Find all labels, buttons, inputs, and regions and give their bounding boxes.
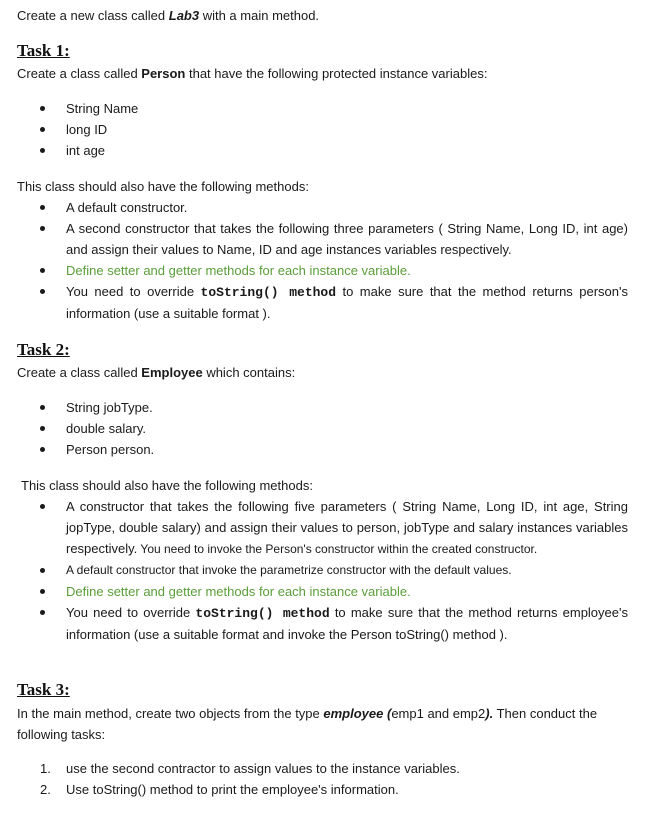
- list-item: 2. Use toString() method to print the employee's information.: [40, 782, 399, 797]
- task1-method-list: [0, 197, 646, 324]
- task3-step-list: [0, 758, 646, 800]
- list-item: String Name: [0, 98, 646, 119]
- task1-heading: Task 1:: [17, 41, 70, 60]
- task2-method-list: [0, 496, 646, 645]
- list-item: double salary.: [0, 418, 646, 439]
- list-item: Person person.: [0, 439, 646, 460]
- task2-description: Create a class called Employee which contains:: [17, 365, 296, 380]
- list-item: Define setter and getter methods for each instance variable.: [0, 581, 646, 602]
- list-item: You need to override toString() method to make sure that the method returns employee's information (use a suitable format and invoke the Person toString() method ).: [0, 602, 646, 645]
- list-item: A constructor that takes the following five parameters ( String Name, Long ID, int age, String jopType, double salary) and assign their values to person, jobType and salary instances variables respectively. You need to invoke the Person's constructor within the created constructor.: [0, 496, 646, 560]
- list-item: String jobType.: [0, 397, 646, 418]
- list-item: A second constructor that takes the following three parameters ( String Name, Long ID, int age) and assign their values to Name, ID and age instances variables respectively.: [0, 218, 646, 260]
- list-item: 1. use the second contractor to assign values to the instance variables.: [40, 761, 460, 776]
- task1-description: Create a class called Person that have the following protected instance variables:: [17, 66, 488, 81]
- list-item: You need to override toString() method to make sure that the method returns person's information (use a suitable format ).: [0, 281, 646, 324]
- task3-description: In the main method, create two objects from the type employee (emp1 and emp2). Then conduct the following tasks:: [17, 706, 598, 742]
- intro-line: Create a new class called Lab3 with a main method.: [17, 8, 320, 23]
- task1-methods-intro: This class should also have the following methods:: [17, 179, 309, 194]
- task2-methods-intro: This class should also have the following methods:: [21, 478, 313, 493]
- list-item: A default constructor.: [0, 197, 646, 218]
- list-item: int age: [0, 140, 646, 161]
- task3-heading: Task 3:: [17, 680, 70, 699]
- list-item: long ID: [0, 119, 646, 140]
- task1-variable-list: [0, 98, 646, 161]
- task2-heading: Task 2:: [17, 340, 70, 359]
- task2-field-list: [0, 397, 646, 460]
- list-item: A default constructor that invoke the parametrize constructor with the default values.: [0, 560, 646, 581]
- list-item: Define setter and getter methods for each instance variable.: [0, 260, 646, 281]
